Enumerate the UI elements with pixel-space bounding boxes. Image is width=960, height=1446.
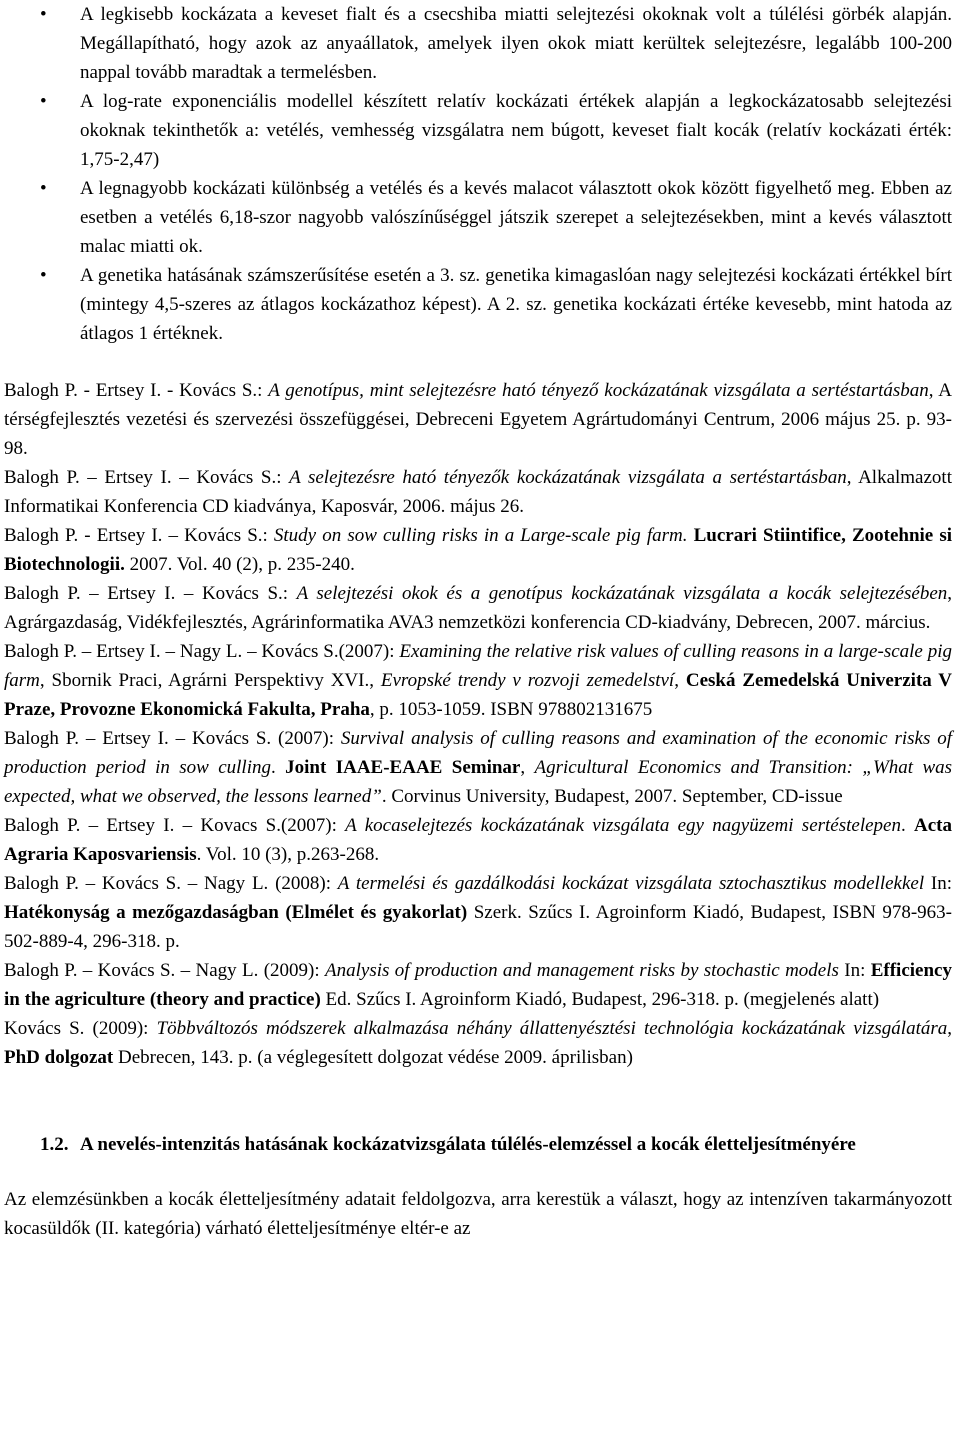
reference-entry <box>4 637 952 724</box>
reference-title: A genotípus, mint selejtezésre ható tényező kockázatának vizsgálata a sertéstartásban <box>268 380 929 401</box>
section-title: A nevelés-intenzitás hatásának kockázatvizsgálata túlélés-elemzéssel a kocák életteljesítményére <box>80 1134 856 1155</box>
section-heading <box>4 1130 952 1159</box>
reference-text: Szerk. Szűcs I. Agroinform Kiadó, Budapest, ISBN 978-963-502-889-4, 296-318. p. <box>4 902 952 952</box>
reference-entry <box>4 521 952 579</box>
reference-text: Balogh P. – Kovács S. – Nagy L. (2009): <box>4 960 326 981</box>
reference-entry <box>4 869 952 956</box>
reference-title: A termelési és gazdálkodási kockázat vizsgálata sztochasztikus modellekkel <box>337 873 925 894</box>
reference-text: . <box>271 757 286 778</box>
reference-title: Survival analysis of culling reasons and examination of the economic risks of production period in sow culling <box>4 728 952 778</box>
bullet-icon: • <box>40 4 47 25</box>
reference-title: A kocaselejtezés kockázatának vizsgálata egy nagyüzemi sertéstelepen <box>345 815 901 836</box>
reference-text: Ed. Szűcs I. Agroinform Kiadó, Budapest, 296-318. p. (megjelenés alatt) <box>320 989 880 1010</box>
finding-item <box>4 261 952 348</box>
reference-entry <box>4 1014 952 1072</box>
finding-text: A log-rate exponenciális modellel készített relatív kockázati értékek alapján a legkockázatosabb selejtezési okoknak tekinthetők a: vetélés, vemhesség vizsgálatra nem búgott, keveset fialt kocák (relatív kockázati érték: 1,75-2,47) <box>80 91 952 170</box>
reference-text: Balogh P. - Ertsey I. – Kovács S.: <box>4 525 274 546</box>
reference-title: Többváltozós módszerek alkalmazása néhány állattenyésztési technológia kockázatának vizsgálatára <box>156 1018 948 1039</box>
finding-item <box>4 87 952 174</box>
reference-text: . Corvinus University, Budapest, 2007. September, CD-issue <box>381 786 843 807</box>
reference-title: Analysis of production and management risks by stochastic models <box>325 960 839 981</box>
finding-text: A legnagyobb kockázati különbség a vetélés és a kevés malacot választott okok között figyelhető meg. Ebben az esetben a vetélés 6,18-szor nagyobb valószínűséggel játszik szerepet a selejtezésekben, mint a kevés választott malac miatti ok. <box>80 178 952 257</box>
reference-text: Balogh P. – Ertsey I. – Kovács S. (2007): <box>4 728 341 749</box>
bullet-icon: • <box>40 265 47 286</box>
reference-source: Ceská Zemedelská Univerzita V Praze, Provozne Ekonomická Fakulta, Praha <box>4 670 953 720</box>
reference-source: Lucrari Stiintifice, Zootehnie si Biotechnologii. <box>4 525 953 575</box>
reference-list <box>4 376 952 1072</box>
reference-text: , Alkalmazott Informatikai Konferencia CD kiadványa, Kaposvár, 2006. május 26. <box>4 467 952 517</box>
bullet-icon: • <box>40 91 47 112</box>
reference-title: Evropské trendy v rozvoji zemedelství <box>380 670 675 691</box>
reference-text: , A térségfejlesztés vezetési és szervezési összefüggései, Debreceni Egyetem Agrártudományi Centrum, 2006 május 25. p. 93-98. <box>4 380 952 459</box>
reference-text: 2007. Vol. 40 (2), p. 235-240. <box>124 554 355 575</box>
reference-text: . Vol. 10 (3), p.263-268. <box>196 844 380 865</box>
reference-title: A selejtezésre ható tényezők kockázatának vizsgálata a sertéstartásban <box>289 467 847 488</box>
reference-text: In: <box>838 960 871 981</box>
reference-entry <box>4 724 952 811</box>
finding-item <box>4 0 952 87</box>
reference-title: Study on sow culling risks in a Large-scale pig farm. <box>273 525 688 546</box>
reference-source: Efficiency in the agriculture (theory and practice) <box>4 960 952 1010</box>
finding-item <box>4 174 952 261</box>
reference-source: PhD dolgozat <box>4 1047 114 1068</box>
reference-text: Balogh P. – Kovács S. – Nagy L. (2008): <box>4 873 338 894</box>
reference-source: Joint IAAE-EAAE Seminar <box>285 757 521 778</box>
reference-text: , <box>947 1018 953 1039</box>
reference-text: Balogh P. – Ertsey I. – Kovács S.: <box>4 583 297 604</box>
reference-text: Balogh P. – Ertsey I. – Kovács S.: <box>4 467 290 488</box>
intro-paragraph: Az elemzésünkben a kocák életteljesítmény adatait feldolgozva, arra kerestük a választ, hogy az intenzíven takarmányozott kocasüldők (II. kategória) várható életteljesítménye eltér-e az <box>4 1189 952 1239</box>
reference-text: , Sbornik Praci, Agrárni Perspektivy XVI., <box>39 670 381 691</box>
reference-text: Debrecen, 143. p. (a véglegesített dolgozat védése 2009. áprilisban) <box>113 1047 633 1068</box>
reference-entry <box>4 376 952 463</box>
reference-text: Kovács S. (2009): <box>4 1018 157 1039</box>
reference-entry <box>4 956 952 1014</box>
reference-text: Balogh P. – Ertsey I. – Kovacs S.(2007): <box>4 815 346 836</box>
reference-title: A selejtezési okok és a genotípus kockázatának vizsgálata a kocák selejtezésében <box>296 583 948 604</box>
reference-source: Hatékonyság a mezőgazdaságban (Elmélet és gyakorlat) <box>4 902 468 923</box>
reference-text: , p. 1053-1059. ISBN 978802131675 <box>369 699 653 720</box>
section-number: 1.2. <box>40 1134 69 1155</box>
bullet-icon: • <box>40 178 47 199</box>
finding-text: A genetika hatásának számszerűsítése esetén a 3. sz. genetika kimagaslóan nagy selejtezési kockázati értékkel bírt (mintegy 4,5-szeres az átlagos kockázathoz képest). A 2. sz. genetika kockázati értéke kevesebb, mint hatoda az átlagos 1 értéknek. <box>80 265 952 344</box>
reference-text: , <box>520 757 535 778</box>
reference-title: Examining the relative risk values of culling reasons in a large-scale pig farm <box>4 641 952 691</box>
findings-list <box>4 0 952 348</box>
reference-text: In: <box>924 873 953 894</box>
reference-title: Agricultural Economics and Transition: „What was expected, what we observed, the lessons learned” <box>4 757 953 807</box>
reference-source: Acta Agraria Kaposvariensis <box>4 815 953 865</box>
reference-entry <box>4 579 952 637</box>
reference-text: Balogh P. – Ertsey I. – Nagy L. – Kovács S.(2007): <box>4 641 400 662</box>
reference-text: , <box>674 670 686 691</box>
reference-entry <box>4 463 952 521</box>
reference-text: , Agrárgazdaság, Vidékfejlesztés, Agrárinformatika AVA3 nemzetközi konferencia CD-kiadvány, Debrecen, 2007. március. <box>4 583 952 633</box>
reference-entry <box>4 811 952 869</box>
finding-text: A legkisebb kockázata a keveset fialt és a csecshiba miatti selejtezési okoknak volt a túlélési görbék alapján. Megállapítható, hogy azok az anyaállatok, amelyek ilyen okok miatt kerültek selejtezésre, legalább 100-200 nappal tovább maradtak a termelésben. <box>80 4 952 83</box>
reference-text: Balogh P. - Ertsey I. - Kovács S.: <box>4 380 269 401</box>
reference-text: . <box>901 815 915 836</box>
